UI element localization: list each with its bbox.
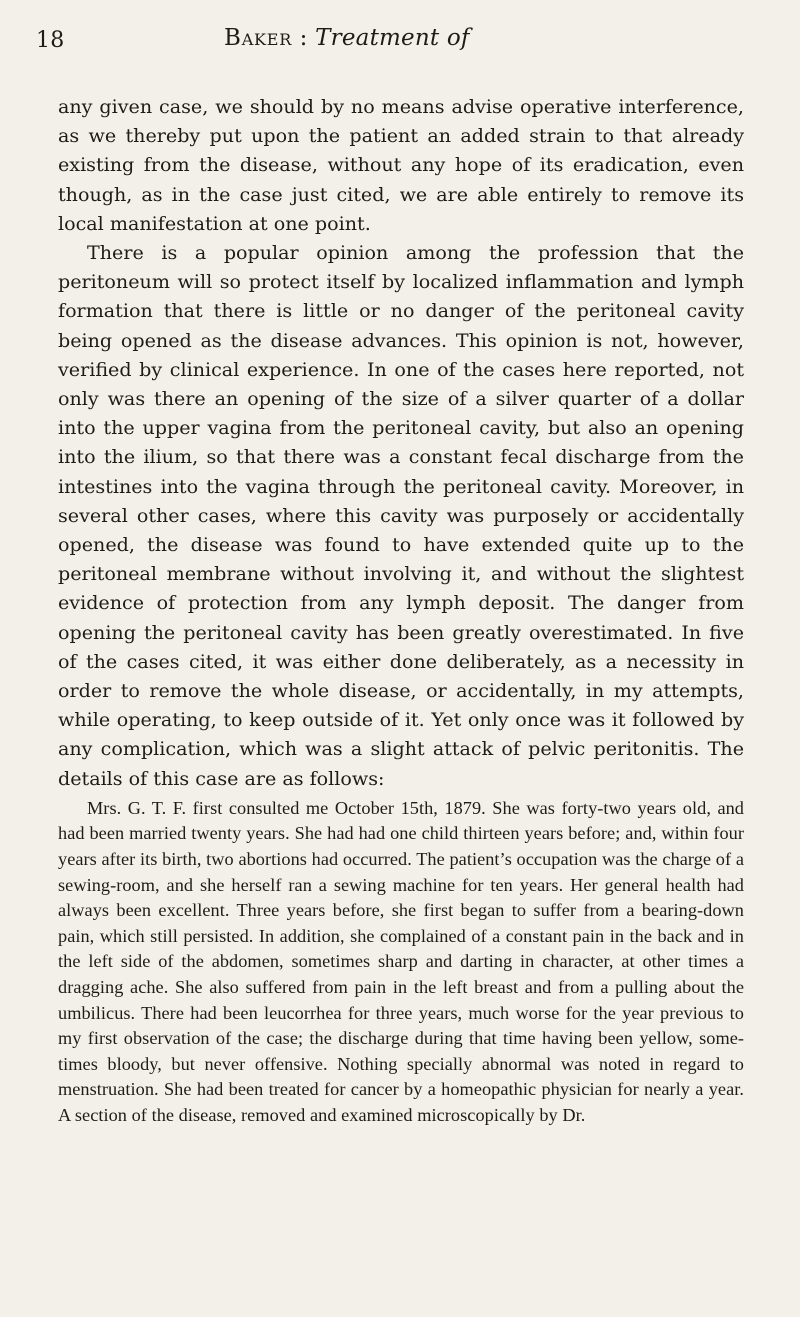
running-head-separator: : bbox=[292, 25, 316, 51]
page-body bbox=[58, 92, 744, 1129]
running-head-title: Treatment of bbox=[315, 25, 470, 51]
running-head-author: Baker bbox=[224, 25, 293, 51]
page-number: 18 bbox=[36, 28, 65, 53]
paragraph-case-history: Mrs. G. T. F. first consulted me October 15th, 1879. She was forty-two years old, and had been married twenty years. She had had one child thirteen years before; and, within four years after its birth, two abortions had occurred. The patient’s occupation was the charge of a sewing-room, and she herself ran a sewing machine for ten years. Her general health had always been excellent. Three years before, she first began to suffer from a bearing-down pain, which still persisted. In addition, she complained of a constant pain in the back and in the left side of the abdomen, sometimes sharp and darting in character, at other times a dragging ache. She also suffered from pain in the left breast and from a pulling about the umbilicus. There had been leucorrhea for three years, much worse for the year previous to my first observation of the case; the discharge during that time having been yellow, sometimes bloody, but never offensive. Nothing specially abnormal was noted in regard to menstruation. She had been treated for cancer by a homeopathic physician for nearly a year. A section of the disease, removed and examined microscopically by Dr. bbox=[58, 797, 744, 1125]
page-header bbox=[36, 22, 764, 62]
running-head bbox=[224, 25, 470, 51]
paragraph-peritoneum-opinion: There is a popular opinion among the profession that the peritoneum will so protect itself by localized inflammation and lymph formation that there is little or no danger of the peritoneal cavity being opened as the disease advances. This opinion is not, however, verified by clinical experience. In one of the cases here reported, not only was there an opening of the size of a silver quarter of a dollar into the upper vagina from the peritoneal cavity, but also an opening into the ilium, so that there was a constant fecal discharge from the intestines into the vagina through the peritoneal cavity. Moreover, in several other cases, where this cavity was purposely or accidentally opened, the disease was found to have extended quite up to the peritoneal membrane without involving it, and without the slightest evidence of protection from any lymph deposit. The danger from opening the peritoneal cavity has been greatly overestimated. In five of the cases cited, it was either done deliberately, as a necessity in order to remove the whole disease, or accidentally, in my attempts, while operating, to keep outside of it. Yet only once was it followed by any complication, which was a slight attack of pelvic peritonitis. The details of this case are as follows: bbox=[58, 241, 744, 790]
paragraph-continuation: any given case, we should by no means advise operative interference, as we thereby put upon the patient an added strain to that already existing from the disease, without any hope of its eradication, even though, as in the case just cited, we are able entirely to remove its local manifestation at one point. bbox=[58, 95, 744, 235]
